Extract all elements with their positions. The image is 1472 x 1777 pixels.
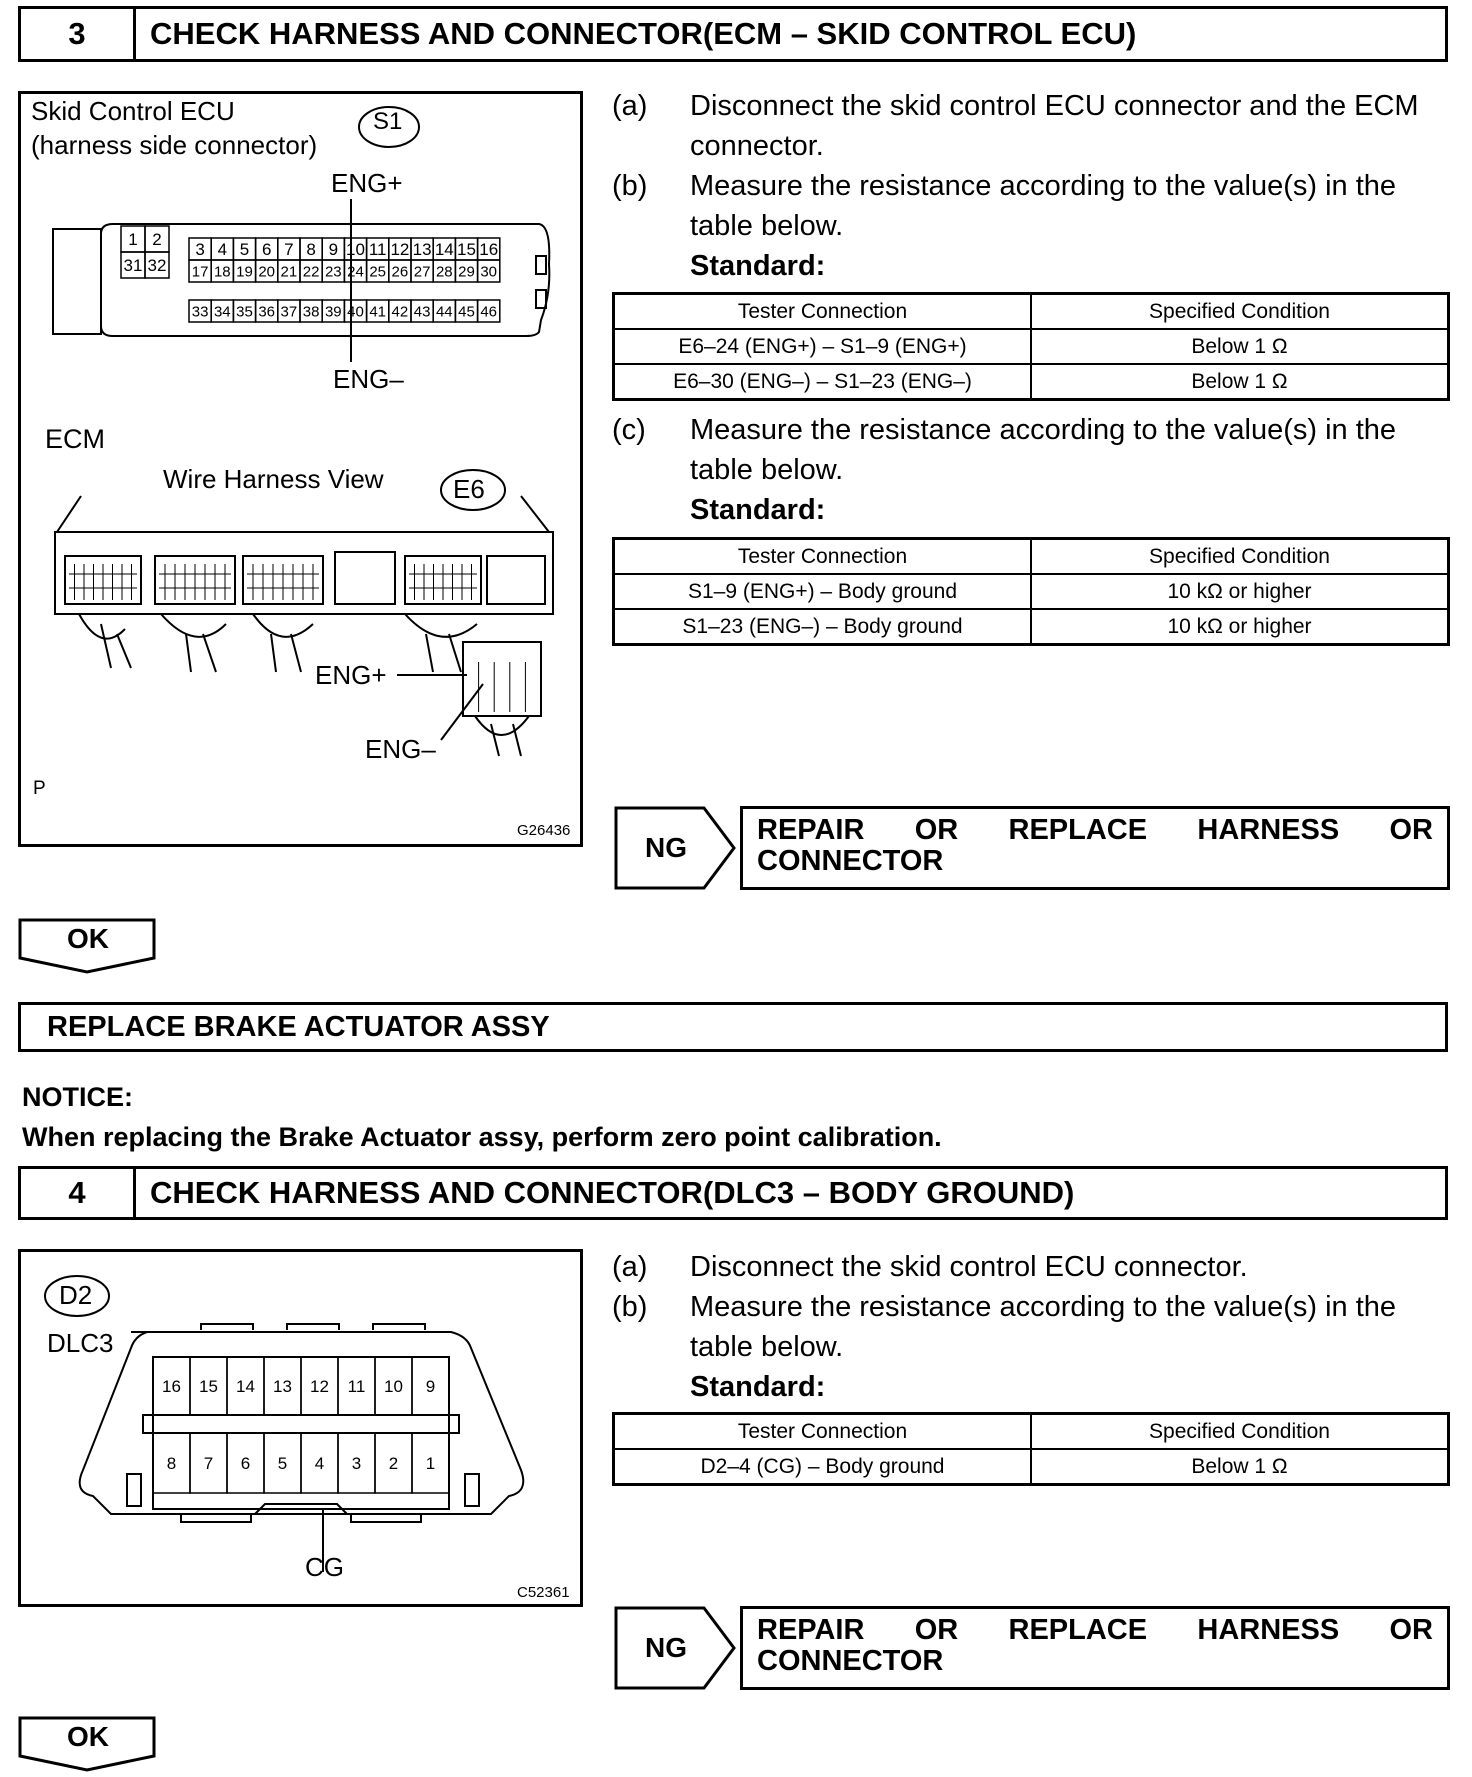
ng-tag: NG [614, 806, 734, 890]
s1-pin-4: 4 [217, 240, 228, 260]
s1-pin-35: 35 [236, 303, 253, 321]
notice-text: When replacing the Brake Actuator assy, perform zero point calibration. [22, 1122, 942, 1152]
s1-pin-42: 42 [391, 303, 409, 321]
ok-tag: OK [18, 1716, 158, 1768]
dlc3-pin-5: 5 [277, 1454, 288, 1474]
cg-label: CG [305, 1552, 344, 1582]
table-row: E6–30 (ENG–) – S1–23 (ENG–) Below 1 Ω [614, 364, 1449, 400]
s1-pin-26: 26 [391, 263, 409, 281]
ecm-body [55, 532, 553, 614]
s1-pin-10: 10 [346, 240, 365, 260]
dlc3-pin-15: 15 [199, 1377, 218, 1397]
ecu-label-line1: Skid Control ECU [31, 96, 235, 126]
d2-code: D2 [59, 1280, 93, 1310]
step-3-instructions [612, 86, 1452, 286]
dlc3-pin-10: 10 [384, 1377, 403, 1397]
dlc3-label: DLC3 [47, 1328, 114, 1358]
s1-pin-18: 18 [213, 263, 231, 281]
table-header-row: Tester Connection Specified Condition [614, 1414, 1449, 1450]
notice-heading: NOTICE: [22, 1082, 133, 1112]
s1-pin-2: 2 [152, 230, 162, 250]
ng-result-box: REPAIR OR REPLACE HARNESS OR CONNECTOR [740, 806, 1450, 890]
s1-pin-6: 6 [261, 240, 272, 260]
s1-pin-14: 14 [434, 240, 454, 260]
table-row: E6–24 (ENG+) – S1–9 (ENG+) Below 1 Ω [614, 329, 1449, 364]
s1-pin-17: 17 [191, 263, 209, 281]
s1-pin-27: 27 [413, 263, 431, 281]
ecm-pin-hatching [69, 564, 525, 712]
dlc3-pin-14: 14 [236, 1377, 255, 1397]
s1-pin-9: 9 [328, 240, 339, 260]
s1-pin-37: 37 [280, 303, 298, 321]
ecm-label: ECM [45, 424, 105, 454]
s1-pin-22: 22 [302, 263, 320, 281]
s1-pin-11: 11 [368, 240, 387, 260]
s1-pin-41: 41 [369, 303, 387, 321]
s1-pin-23: 23 [324, 263, 342, 281]
s1-pin-46: 46 [480, 303, 498, 321]
spec-table-3 [612, 1412, 1450, 1486]
eng-minus-top-label: ENG– [333, 364, 404, 394]
dlc3-pin-16: 16 [162, 1377, 181, 1397]
ecm-blank-slot [335, 552, 395, 604]
dlc3-diagram [18, 1249, 583, 1607]
figure-id: G26436 [517, 822, 571, 839]
e6-code: E6 [453, 474, 485, 504]
ng-result-box: REPAIR OR REPLACE HARNESS OR CONNECTOR [740, 1606, 1450, 1690]
s1-pin-43: 43 [413, 303, 431, 321]
dlc3-pin-13: 13 [273, 1377, 292, 1397]
dlc3-pin-8: 8 [166, 1454, 177, 1474]
step-number: 3 [21, 9, 136, 59]
s1-pin-31: 31 [123, 256, 143, 276]
eng-plus-bottom-label: ENG+ [315, 660, 387, 690]
ok-tag: OK [18, 918, 158, 970]
standard-label: Standard: [690, 1371, 826, 1403]
s1-pin-1: 1 [128, 230, 138, 250]
step-3-header [18, 6, 1448, 62]
instruction-b: (b) Measure the resistance according to the value(s) in the table below. [612, 170, 1397, 242]
s1-pin-38: 38 [302, 303, 320, 321]
s1-pin-20: 20 [258, 263, 276, 281]
s1-pin-19: 19 [236, 263, 253, 281]
s1-pin-21: 21 [280, 263, 298, 281]
dlc3-pin-12: 12 [310, 1377, 329, 1397]
dlc3-pin-1: 1 [425, 1454, 436, 1474]
s1-pin-30: 30 [480, 263, 498, 281]
eng-plus-top-label: ENG+ [331, 168, 403, 198]
skid-ecu-ecm-diagram [18, 91, 583, 847]
spec-table-1 [612, 292, 1450, 401]
s1-pin-29: 29 [458, 263, 475, 281]
s1-pin-16: 16 [479, 240, 499, 260]
eng-minus-bottom-label: ENG– [365, 734, 436, 764]
s1-pin-40: 40 [347, 303, 364, 321]
s1-pin-33: 33 [191, 303, 209, 321]
s1-pin-28: 28 [435, 263, 453, 281]
spec-table-2 [612, 537, 1450, 646]
step-4-header [18, 1166, 1448, 1220]
dlc3-pin-4: 4 [314, 1454, 325, 1474]
step-4-instructions [612, 1247, 1452, 1407]
dlc3-key-bar [143, 1415, 459, 1433]
figure-id: C52361 [517, 1584, 570, 1601]
s1-pin-13: 13 [412, 240, 432, 260]
replace-action-bar: REPLACE BRAKE ACTUATOR ASSY [18, 1002, 1448, 1052]
dlc3-pin-2: 2 [388, 1454, 399, 1474]
s1-pin-15: 15 [457, 240, 476, 260]
dlc3-pin-9: 9 [425, 1377, 436, 1397]
ng-tag: NG [614, 1606, 734, 1690]
table-row: D2–4 (CG) – Body ground Below 1 Ω [614, 1449, 1449, 1485]
table-header-row: Tester Connection Specified Condition [614, 539, 1449, 575]
step-title: CHECK HARNESS AND CONNECTOR(DLC3 – BODY GROUND) [150, 1175, 1075, 1210]
s1-pin-25: 25 [369, 263, 387, 281]
s1-pin-39: 39 [324, 303, 342, 321]
dlc3-connector-svg [21, 1252, 586, 1610]
s1-pin-7: 7 [284, 240, 294, 260]
dlc3-pin-3: 3 [351, 1454, 362, 1474]
dlc3-pin-7: 7 [203, 1454, 214, 1474]
s1-pin-36: 36 [258, 303, 276, 321]
s1-pin-44: 44 [435, 303, 453, 321]
instruction-c: (c) Measure the resistance according to the value(s) in the table below. [612, 414, 1397, 486]
p-label: P [33, 778, 46, 799]
instruction-a: (a) Disconnect the skid control ECU connector. [612, 1251, 1248, 1283]
e6-connector-zoom [463, 642, 541, 716]
s1-pin-5: 5 [239, 240, 250, 260]
wire-harness-view-label: Wire Harness View [163, 464, 384, 494]
table-row: S1–23 (ENG–) – Body ground 10 kΩ or higher [614, 609, 1449, 645]
s1-pin-45: 45 [458, 303, 475, 321]
dlc3-pin-grid [153, 1357, 449, 1493]
step-number: 4 [21, 1169, 136, 1217]
dlc3-pin-11: 11 [347, 1377, 366, 1397]
instruction-a: (a) Disconnect the skid control ECU connector and the ECM connector. [612, 90, 1419, 162]
step-title: CHECK HARNESS AND CONNECTOR(ECM – SKID CONTROL ECU) [150, 16, 1137, 51]
ecm-blank-slot-2 [487, 556, 545, 604]
s1-code: S1 [373, 108, 403, 135]
table-header-row: Tester Connection Specified Condition [614, 294, 1449, 330]
standard-label: Standard: [690, 494, 826, 526]
dlc3-pin-6: 6 [240, 1454, 251, 1474]
step-3-instruction-c [612, 410, 1452, 530]
ecu-label-line2: (harness side connector) [31, 130, 318, 160]
s1-pin-3: 3 [195, 240, 205, 260]
connector-latch [53, 229, 101, 334]
s1-pin-34: 34 [213, 303, 231, 321]
instruction-b: (b) Measure the resistance according to the value(s) in the table below. [612, 1291, 1397, 1363]
table-row: S1–9 (ENG+) – Body ground 10 kΩ or higher [614, 574, 1449, 609]
s1-pin-12: 12 [390, 240, 410, 260]
s1-pin-32: 32 [147, 256, 167, 276]
s1-pin-24: 24 [347, 263, 364, 281]
s1-pin-8: 8 [306, 240, 316, 260]
standard-label: Standard: [690, 250, 826, 282]
s1-pin-grid [121, 226, 500, 322]
